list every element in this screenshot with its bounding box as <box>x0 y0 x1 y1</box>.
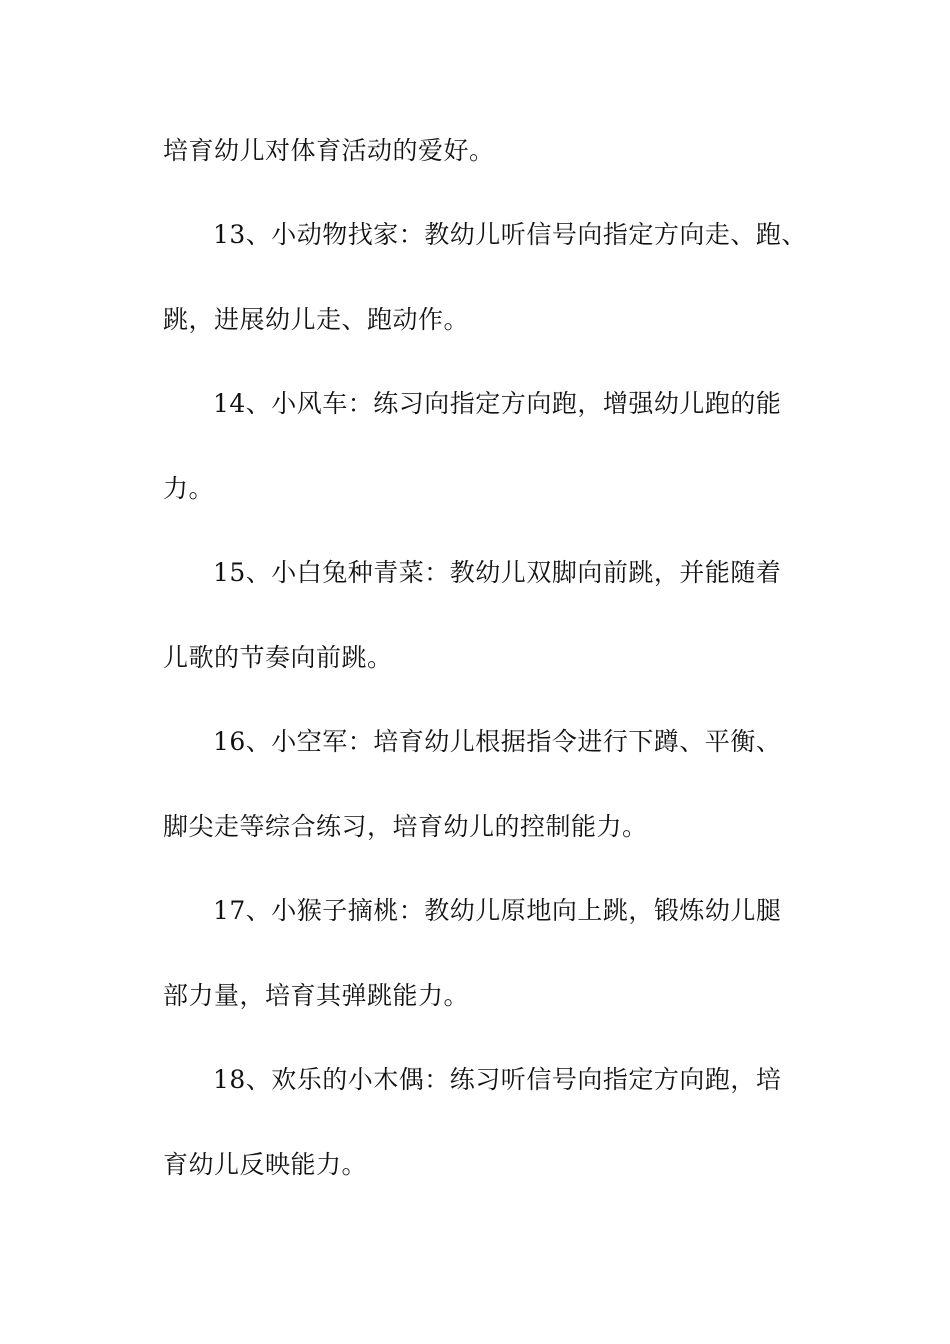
list-item-15-line-1: 15、小白兔种青菜：教幼儿双脚向前跳，并能随着 <box>213 558 782 587</box>
list-item-17-line-2: 部力量，培育其弹跳能力。 <box>163 981 470 1010</box>
text-line: 培育幼儿对体育活动的爱好。 <box>163 136 495 165</box>
list-item-18-line-2: 育幼儿反映能力。 <box>163 1150 368 1179</box>
list-item-14-line-1: 14、小风车：练习向指定方向跑，增强幼儿跑的能 <box>213 389 782 418</box>
list-item-15-line-2: 儿歌的节奏向前跳。 <box>163 643 393 672</box>
list-item-18-line-1: 18、欢乐的小木偶：练习听信号向指定方向跑，培 <box>213 1065 782 1094</box>
list-item-13-line-2: 跳，进展幼儿走、跑动作。 <box>163 305 470 334</box>
list-item-17-line-1: 17、小猴子摘桃：教幼儿原地向上跳，锻炼幼儿腿 <box>213 896 782 925</box>
list-item-16-line-2: 脚尖走等综合练习，培育幼儿的控制能力。 <box>163 812 648 841</box>
list-item-14-line-2: 力。 <box>163 474 215 503</box>
list-item-13-line-1: 13、小动物找家：教幼儿听信号向指定方向走、跑、 <box>213 220 807 249</box>
list-item-16-line-1: 16、小空军：培育幼儿根据指令进行下蹲、平衡、 <box>213 727 782 756</box>
